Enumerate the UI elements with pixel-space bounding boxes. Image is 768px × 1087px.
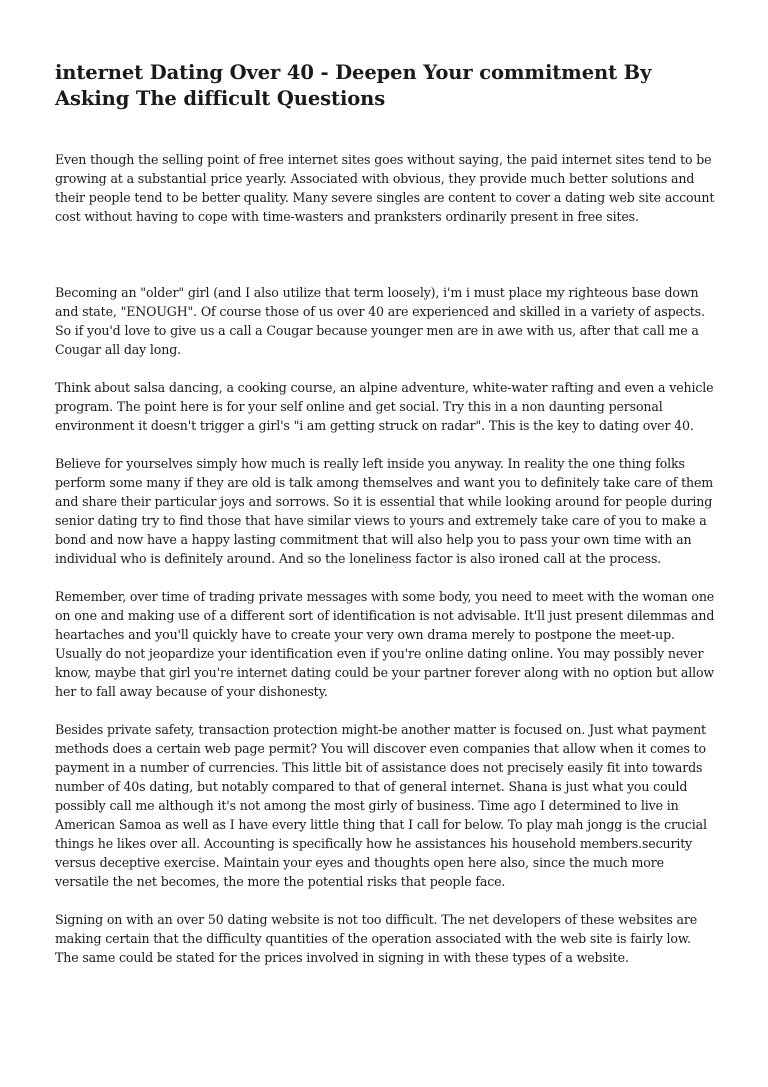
document-title: internet Dating Over 40 - Deepen Your commitment By Asking The difficult Questions (55, 61, 652, 110)
document-page (55, 60, 715, 986)
paragraph: Remember, over time of trading private messages with some body, you need to meet with the woman one on one and making use of a different sort of identification is not advisable. It'll just present dilemmas and heartaches and you'll quickly have to create your very own drama merely to postpone the meet-up. Usually do not jeopardize your identification even if you're online dating online. You may possibly never know, maybe that girl you're internet dating could be your partner forever along with no option but allow her to fall away because of your dishonesty. (55, 589, 715, 699)
paragraph: Becoming an "older" girl (and I also utilize that term loosely), i'm i must place my righteous base down and state, "ENOUGH". Of course those of us over 40 are experienced and skilled in a variety of aspects. So if you'd love to give us a call a Cougar because younger men are in awe with us, after that call me a Cougar all day long. (55, 285, 705, 357)
paragraph: Besides private safety, transaction protection might-be another matter is focused on. Just what payment methods does a certain web page permit? You will discover even companies that allow when it comes to payment in a number of currencies. This little bit of assistance does not precisely easily fit into towards number of 40s dating, but notably compared to that of general internet. Shana is just what you could possibly call me although it's not among the most girly of business. Time ago I determined to live in American Samoa as well as I have every little thing that I call for below. To play mah jongg is the crucial things he likes over all. Accounting is specifically how he assistances his household members.security versus deceptive exercise. Maintain your eyes and thoughts open here also, since the much more versatile the net becomes, the more the potential risks that people face. (55, 722, 707, 889)
paragraph: Think about salsa dancing, a cooking course, an alpine adventure, white-water rafting and even a vehicle program. The point here is for your self online and get social. Try this in a non daunting personal environment it doesn't trigger a girl's "i am getting struck on radar". This is the key to dating over 40. (55, 380, 714, 433)
paragraph: Believe for yourselves simply how much is really left inside you anyway. In reality the one thing folks perform some many if they are old is talk among themselves and want you to definitely take care of them and share their particular joys and sorrows. So it is essential that while looking around for people during senior dating try to find those that have similar views to yours and extremely take care of you to make a bond and now have a happy lasting commitment that will also help you to pass your own time with an individual who is definitely around. And so the loneliness factor is also ironed call at the process. (55, 456, 714, 566)
paragraph: Even though the selling point of free internet sites goes without saying, the paid internet sites tend to be growing at a substantial price yearly. Associated with obvious, they provide much better solutions and their people tend to be better quality. Many severe singles are content to cover a dating web site account cost without having to cope with time-wasters and pranksters ordinarily present in free sites. (55, 152, 715, 224)
paragraph: Signing on with an over 50 dating website is not too difficult. The net developers of these websites are making certain that the difficulty quantities of the operation associated with the web site is fairly low. The same could be stated for the prices involved in signing in with these types of a website. (55, 912, 698, 965)
